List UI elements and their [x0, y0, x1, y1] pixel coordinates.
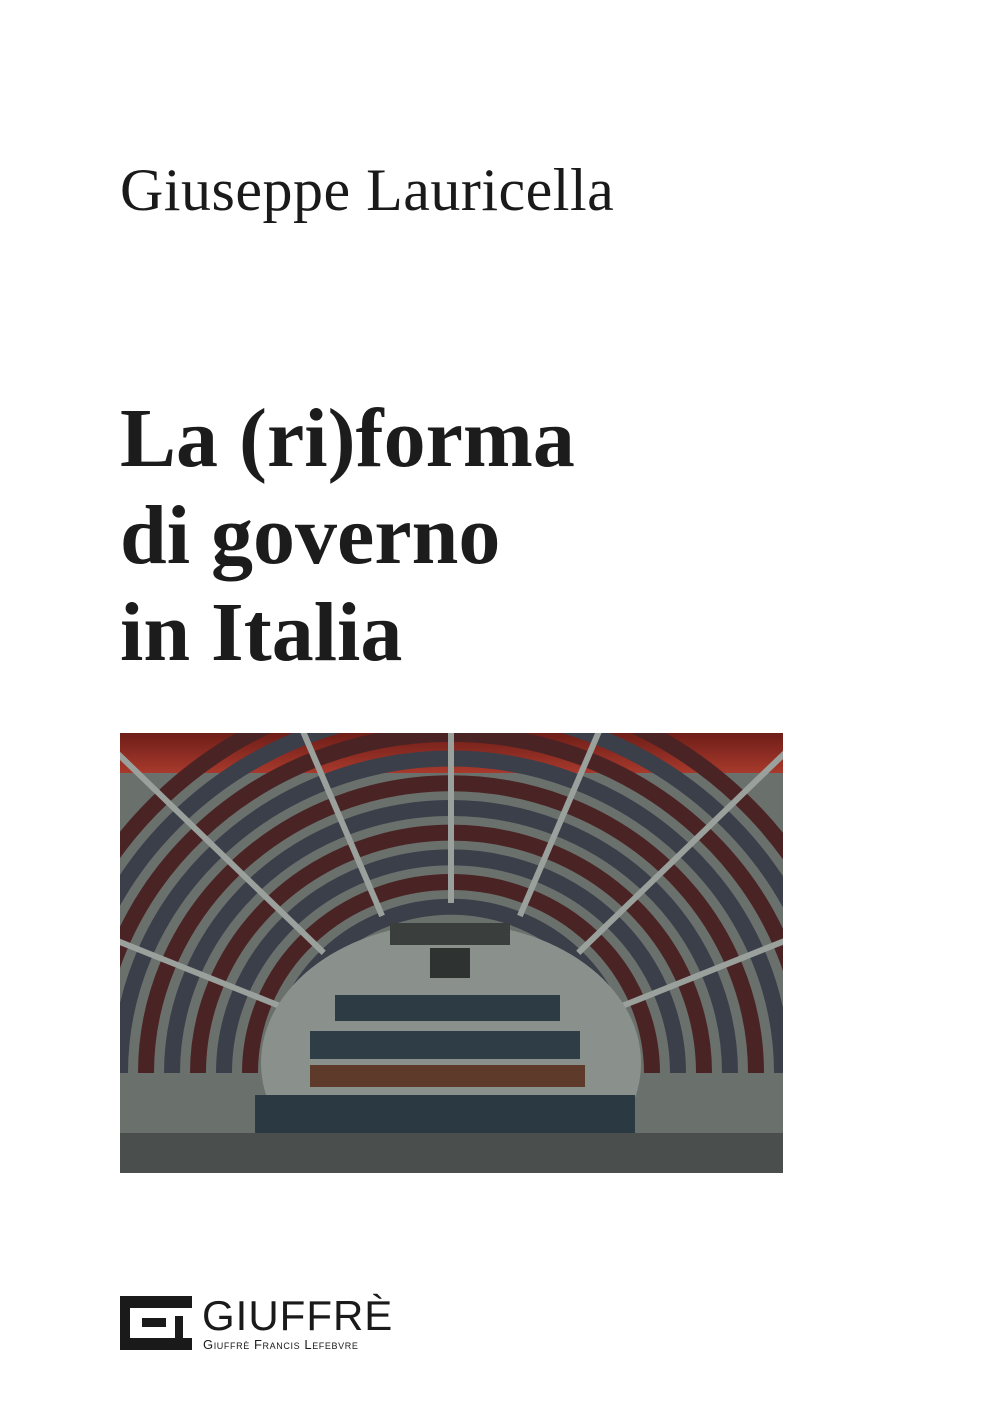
book-author: Giuseppe Lauricella: [120, 157, 615, 223]
parliament-hemicycle-photo: [120, 733, 783, 1173]
government-bench: [335, 995, 560, 1021]
title-line: di governo: [120, 489, 501, 582]
publisher-logo: [120, 1292, 400, 1356]
publisher-name: GIUFFRÈ: [202, 1292, 394, 1339]
presidency-bench: [390, 923, 510, 945]
giuffre-logo-mark-icon: [120, 1296, 192, 1350]
hemicycle-illustration: [120, 733, 783, 1173]
publisher-tagline: Giuffrè Francis Lefebvre: [203, 1337, 359, 1352]
title-line: La (ri)forma: [120, 392, 575, 485]
book-title: [120, 390, 575, 681]
title-line: in Italia: [120, 586, 403, 679]
